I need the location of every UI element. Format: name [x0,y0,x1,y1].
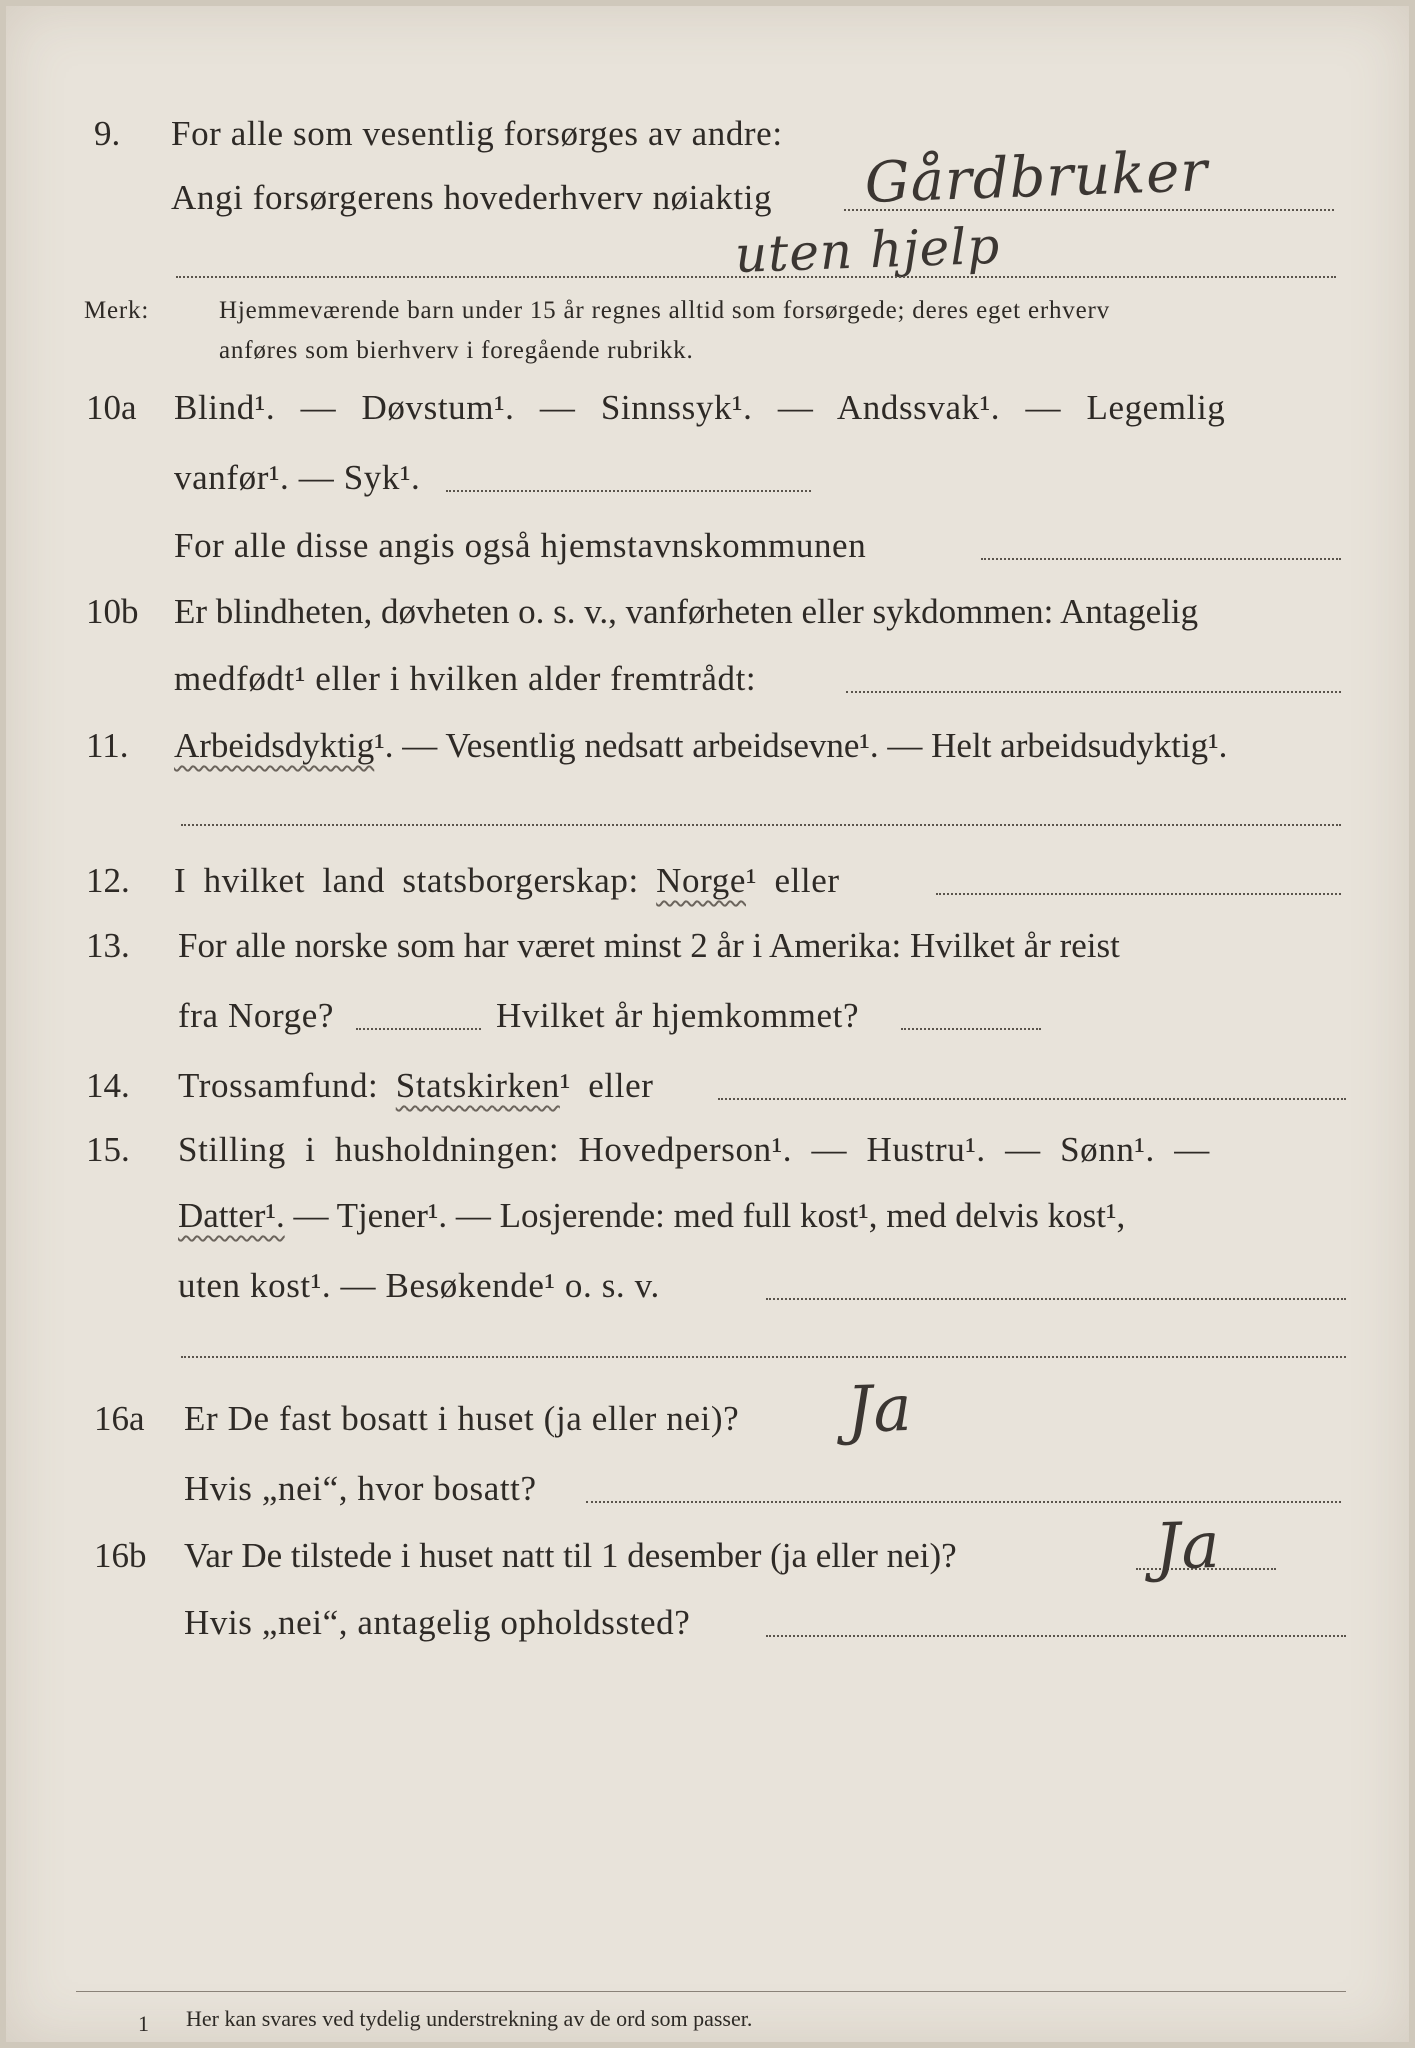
q9-line2: Angi forsørgerens hovederhverv nøiaktig [171,178,773,217]
q10a-kommune-answer-line [981,558,1341,560]
q14-answer-line [718,1098,1346,1100]
footnote-text: Her kan svares ved tydelig understrekning av de ord som passer. [186,2006,753,2031]
q16a-line1: Er De fast bosatt i huset (ja eller nei)? [184,1399,740,1438]
q15-line2 [178,1196,1125,1236]
footnote-divider [76,1991,1346,1992]
q9-handwritten-answer1: Gårdbruker [863,139,1210,216]
q12-underlined-answer: Norge [656,861,746,900]
q16a-number: 16a [94,1399,145,1438]
footnote-mark: 1 [138,2011,149,2036]
q11-line [174,726,1227,766]
q15-number: 15. [86,1130,130,1169]
q15-underlined-answer: Datter¹. [178,1196,285,1235]
q10a-line2: vanfør¹. — Syk¹. [174,458,421,497]
q16b-number: 16b [94,1536,147,1575]
q13-line2b: Hvilket år hjemkommet? [496,996,860,1035]
q12-line [174,861,840,901]
q12-post: ¹ eller [746,861,840,900]
q10a-line3: For alle disse angis også hjemstavnskommunen [174,526,867,565]
q14-number: 14. [86,1066,130,1105]
q10a-number: 10a [86,388,137,427]
q16a-line2: Hvis „nei“, hvor bosatt? [184,1469,537,1508]
q10b-line1: Er blindheten, døvheten o. s. v., vanførheten eller sykdommen: Antagelig [174,592,1199,631]
q11-number: 11. [86,726,129,765]
merk-label: Merk: [84,297,150,324]
q15-answer-line1 [766,1298,1346,1300]
q15-answer-line2 [181,1356,1346,1358]
q12-number: 12. [86,861,130,900]
q13-line1: For alle norske som har været minst 2 år i Amerika: Hvilket år reist [178,926,1120,965]
q15-line1: Stilling i husholdningen: Hovedperson¹. — Hustru¹. — Sønn¹. — [178,1130,1210,1169]
q11-rest: ¹. — Vesentlig nedsatt arbeidsevne¹. — Helt arbeidsudyktig¹. [374,726,1228,765]
q10a-line1: Blind¹. — Døvstum¹. — Sinnssyk¹. — Andssvak¹. — Legemlig [174,388,1226,427]
q12-answer-line [936,893,1341,895]
q14-line [178,1066,653,1106]
census-form-page [6,6,1409,2042]
q9-line1: For alle som vesentlig forsørges av andre: [171,114,783,153]
q9-answer-line2 [176,276,1336,278]
q13-hjemkommet-answer-line [901,1028,1041,1030]
q15-line3: uten kost¹. — Besøkende¹ o. s. v. [178,1266,660,1305]
q11-underlined-answer: Arbeidsdyktig [174,726,375,765]
q10a-syk-answer-line [446,490,811,492]
q10b-line2: medfødt¹ eller i hvilken alder fremtrådt: [174,659,757,698]
q13-line2a: fra Norge? [178,996,334,1035]
q15-line2-rest: — Tjener¹. — Losjerende: med full kost¹, med delvis kost¹, [293,1196,1126,1235]
q11-answer-line [181,824,1341,826]
q16b-handwritten-answer: Ja [1153,1508,1222,1585]
q12-pre: I hvilket land statsborgerskap: [174,861,639,900]
q16a-handwritten-answer: Ja [845,1371,914,1448]
q16b-line2: Hvis „nei“, antagelig opholdssted? [184,1603,691,1642]
q10b-number: 10b [86,592,139,631]
q16b-line1: Var De tilstede i huset natt til 1 desember (ja eller nei)? [184,1536,957,1575]
q14-post: ¹ eller [559,1066,654,1105]
q13-reist-answer-line [356,1028,481,1030]
merk-line1: Hjemmeværende barn under 15 år regnes alltid som forsørgede; deres eget erhverv [219,297,1110,324]
merk-line2: anføres som bierhverv i foregående rubrikk. [219,337,694,364]
q9-handwritten-answer2: uten hjelp [733,216,1002,284]
q10b-answer-line [846,691,1341,693]
q14-underlined-answer: Statskirken [395,1066,560,1105]
q13-number: 13. [86,926,130,965]
q14-pre: Trossamfund: [178,1066,379,1105]
q9-number: 9. [94,114,121,153]
q16b-opholdssted-answer-line [766,1635,1346,1637]
q16a-answer-line [586,1501,1341,1503]
